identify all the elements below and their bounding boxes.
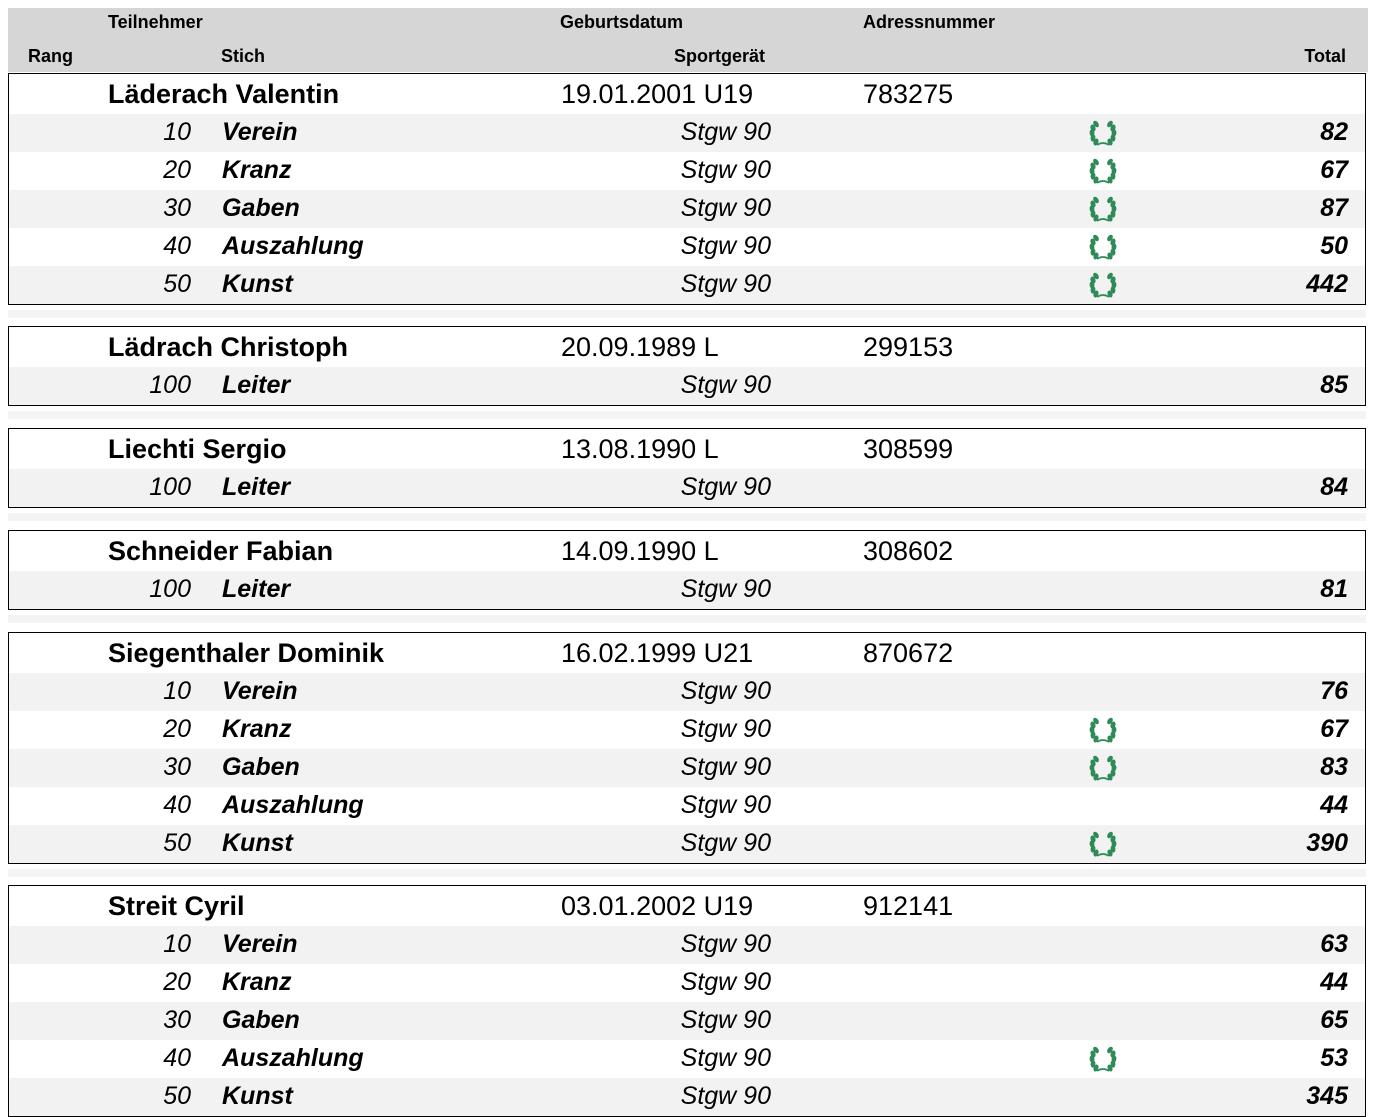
- participant-address-number: 308599: [863, 434, 954, 464]
- header-stich: Stich: [221, 46, 266, 66]
- stich-row: [9, 152, 1365, 190]
- stich-name: Gaben: [222, 194, 300, 222]
- stich-name: Gaben: [222, 1006, 300, 1034]
- stich-row: [9, 1002, 1365, 1040]
- participant-address-number: 783275: [863, 79, 954, 109]
- participant-row: [9, 531, 1365, 571]
- stich-name: Leiter: [222, 473, 291, 501]
- participant-address-number: 308602: [863, 536, 954, 566]
- header-teilnehmer: Teilnehmer: [108, 12, 203, 32]
- stich-number: 100: [149, 371, 191, 399]
- participant-row: [9, 327, 1365, 367]
- stich-total: 63: [1320, 930, 1348, 958]
- participant-address-number: 299153: [863, 332, 954, 362]
- stich-total: 65: [1320, 1006, 1348, 1034]
- sport-device: Stgw 90: [680, 829, 771, 857]
- header-sportgeraet: Sportgerät: [674, 46, 766, 66]
- sport-device: Stgw 90: [680, 118, 771, 146]
- sport-device: Stgw 90: [680, 1006, 771, 1034]
- sport-device: Stgw 90: [680, 270, 771, 298]
- sport-device: Stgw 90: [680, 371, 771, 399]
- stich-total: 345: [1306, 1082, 1348, 1110]
- stich-total: 81: [1320, 575, 1348, 603]
- laurel-wreath-icon: [1087, 1045, 1119, 1073]
- participant-name: Läderach Valentin: [108, 79, 340, 109]
- stich-name: Kranz: [222, 715, 292, 743]
- stich-row: [9, 114, 1365, 152]
- participant-block: [8, 530, 1366, 610]
- participant-name: Liechti Sergio: [108, 434, 287, 464]
- stich-number: 10: [163, 930, 191, 958]
- sport-device: Stgw 90: [680, 791, 771, 819]
- header-geburtsdatum: Geburtsdatum: [560, 12, 684, 32]
- stich-number: 10: [163, 118, 191, 146]
- stich-number: 40: [163, 791, 191, 819]
- stich-number: 100: [149, 575, 191, 603]
- participant-block: [8, 885, 1366, 1117]
- participant-address-number: 870672: [863, 638, 954, 668]
- stich-number: 30: [163, 753, 191, 781]
- header-rang: Rang: [28, 46, 73, 66]
- stich-row: [9, 367, 1365, 405]
- header-adressnummer: Adressnummer: [863, 12, 996, 32]
- participant-birthdate: 13.08.1990 L: [561, 434, 719, 464]
- participant-name: Siegenthaler Dominik: [108, 638, 385, 668]
- stich-total: 44: [1320, 968, 1348, 996]
- laurel-wreath-icon: [1087, 119, 1119, 147]
- sport-device: Stgw 90: [680, 677, 771, 705]
- sport-device: Stgw 90: [680, 968, 771, 996]
- stich-row: [9, 711, 1365, 749]
- participant-birthdate: 20.09.1989 L: [561, 332, 719, 362]
- stich-name: Kunst: [222, 829, 293, 857]
- stich-number: 30: [163, 1006, 191, 1034]
- participant-block: [8, 632, 1366, 864]
- stich-row: [9, 825, 1365, 863]
- sport-device: Stgw 90: [680, 575, 771, 603]
- participant-name: Schneider Fabian: [108, 536, 334, 566]
- stich-total: 390: [1306, 829, 1348, 857]
- block-separator: [8, 869, 1366, 877]
- sport-device: Stgw 90: [680, 1044, 771, 1072]
- stich-total: 53: [1320, 1044, 1348, 1072]
- stich-total: 87: [1320, 194, 1348, 222]
- participant-name: Lädrach Christoph: [108, 332, 349, 362]
- stich-total: 67: [1320, 715, 1348, 743]
- stich-total: 76: [1320, 677, 1348, 705]
- sport-device: Stgw 90: [680, 930, 771, 958]
- stich-total: 85: [1320, 371, 1348, 399]
- laurel-wreath-icon: [1087, 233, 1119, 261]
- stich-name: Kunst: [222, 1082, 293, 1110]
- stich-row: [9, 266, 1365, 304]
- sport-device: Stgw 90: [680, 473, 771, 501]
- participant-block: [8, 428, 1366, 508]
- sport-device: Stgw 90: [680, 156, 771, 184]
- stich-row: [9, 673, 1365, 711]
- participant-block: [8, 73, 1366, 305]
- participant-birthdate: 14.09.1990 L: [561, 536, 719, 566]
- stich-row: [9, 1078, 1365, 1116]
- stich-row: [9, 190, 1365, 228]
- participant-birthdate: 03.01.2002 U19: [561, 891, 754, 921]
- stich-name: Leiter: [222, 371, 291, 399]
- stich-name: Auszahlung: [222, 791, 364, 819]
- stich-total: 82: [1320, 118, 1348, 146]
- stich-total: 83: [1320, 753, 1348, 781]
- stich-row: [9, 964, 1365, 1002]
- participant-row: [9, 633, 1365, 673]
- stich-total: 442: [1306, 270, 1348, 298]
- stich-number: 20: [163, 156, 191, 184]
- stich-row: [9, 1040, 1365, 1078]
- laurel-wreath-icon: [1087, 830, 1119, 858]
- stich-number: 30: [163, 194, 191, 222]
- participant-birthdate: 19.01.2001 U19: [561, 79, 754, 109]
- stich-total: 44: [1320, 791, 1348, 819]
- sport-device: Stgw 90: [680, 232, 771, 260]
- stich-total: 50: [1320, 232, 1348, 260]
- stich-row: [9, 469, 1365, 507]
- stich-name: Gaben: [222, 753, 300, 781]
- stich-name: Verein: [222, 930, 298, 958]
- stich-number: 50: [163, 1082, 191, 1110]
- stich-name: Verein: [222, 677, 298, 705]
- laurel-wreath-icon: [1087, 157, 1119, 185]
- stich-row: [9, 926, 1365, 964]
- block-separator: [8, 513, 1366, 521]
- participant-birthdate: 16.02.1999 U21: [561, 638, 754, 668]
- stich-total: 67: [1320, 156, 1348, 184]
- laurel-wreath-icon: [1087, 271, 1119, 299]
- header-total: Total: [1304, 46, 1346, 66]
- stich-name: Kranz: [222, 968, 292, 996]
- stich-number: 40: [163, 1044, 191, 1072]
- stich-number: 50: [163, 829, 191, 857]
- stich-number: 10: [163, 677, 191, 705]
- stich-name: Auszahlung: [222, 232, 364, 260]
- stich-row: [9, 749, 1365, 787]
- laurel-wreath-icon: [1087, 754, 1119, 782]
- participant-row: [9, 886, 1365, 926]
- stich-number: 20: [163, 968, 191, 996]
- stich-name: Kranz: [222, 156, 292, 184]
- sport-device: Stgw 90: [680, 1082, 771, 1110]
- sport-device: Stgw 90: [680, 715, 771, 743]
- stich-name: Auszahlung: [222, 1044, 364, 1072]
- stich-row: [9, 787, 1365, 825]
- block-separator: [8, 310, 1366, 318]
- stich-number: 100: [149, 473, 191, 501]
- stich-name: Leiter: [222, 575, 291, 603]
- laurel-wreath-icon: [1087, 716, 1119, 744]
- block-separator: [8, 615, 1366, 623]
- sport-device: Stgw 90: [680, 753, 771, 781]
- stich-number: 50: [163, 270, 191, 298]
- stich-name: Verein: [222, 118, 298, 146]
- participant-name: Streit Cyril: [108, 891, 245, 921]
- laurel-wreath-icon: [1087, 195, 1119, 223]
- table-header: [8, 8, 1368, 72]
- participant-row: [9, 429, 1365, 469]
- stich-number: 20: [163, 715, 191, 743]
- participant-address-number: 912141: [863, 891, 954, 921]
- stich-total: 84: [1320, 473, 1348, 501]
- participant-block: [8, 326, 1366, 406]
- stich-name: Kunst: [222, 270, 293, 298]
- participant-row: [9, 74, 1365, 114]
- stich-row: [9, 571, 1365, 609]
- sport-device: Stgw 90: [680, 194, 771, 222]
- stich-number: 40: [163, 232, 191, 260]
- stich-row: [9, 228, 1365, 266]
- block-separator: [8, 411, 1366, 419]
